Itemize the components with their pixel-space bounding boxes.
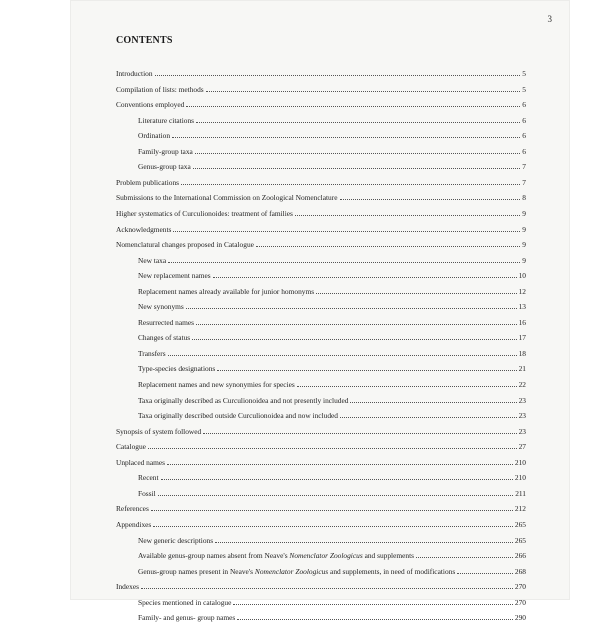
toc-entry-title: Acknowledgments (116, 224, 172, 234)
toc-entry (138, 612, 526, 624)
toc-entry (138, 348, 526, 360)
toc-entry (116, 192, 526, 204)
toc-entry-page: 27 (518, 442, 526, 452)
toc-entry-page: 18 (518, 348, 526, 358)
toc-entry-page: 6 (522, 100, 526, 110)
toc-entry-title: Genus-group taxa (138, 162, 191, 172)
dot-leader (215, 542, 513, 543)
dot-leader (181, 184, 520, 185)
toc-entry-page: 22 (518, 380, 526, 389)
toc-entry-page: 6 (522, 115, 526, 125)
toc-entry (138, 550, 526, 562)
toc-entry-title: New generic descriptions (138, 535, 214, 545)
dot-leader (206, 91, 521, 92)
contents-heading: CONTENTS (116, 35, 173, 46)
dot-leader (217, 370, 516, 371)
toc-entry-page: 16 (518, 317, 526, 327)
toc-entry-page: 211 (515, 488, 526, 498)
toc-entry (138, 130, 526, 142)
toc-entry-page: 6 (522, 131, 526, 141)
dot-leader (167, 464, 513, 465)
toc-entry (138, 115, 526, 127)
dot-leader (196, 122, 520, 123)
dot-leader (256, 246, 520, 247)
toc-entry (138, 286, 526, 298)
toc-entry-page: 17 (518, 333, 526, 343)
toc-entry-page: 7 (522, 177, 526, 187)
toc-entry-page: 13 (518, 302, 526, 312)
dot-leader (192, 339, 516, 340)
dot-leader (155, 75, 521, 76)
toc-entry-title: Available genus-group names absent from Neave's Nomenclator Zoologicus and supplements (138, 551, 415, 561)
toc-entry-title: Taxa originally described as Curculionoidea and not presently included (138, 395, 349, 405)
dot-leader (186, 106, 520, 107)
toc-entry-title: Higher systematics of Curculionoides: treatment of families (116, 209, 293, 218)
toc-entry-page: 9 (522, 209, 526, 218)
dot-leader (148, 448, 517, 449)
toc-entry-page: 9 (522, 255, 526, 265)
dot-leader (295, 215, 520, 216)
toc-entry (138, 410, 526, 422)
toc-entry-page: 9 (522, 224, 526, 234)
toc-entry (116, 581, 526, 593)
dot-leader (350, 402, 516, 403)
toc-entry (138, 317, 526, 329)
dot-leader (457, 573, 513, 574)
toc-entry (116, 224, 526, 236)
dot-leader (196, 324, 517, 325)
document-page (70, 0, 570, 623)
toc-entry-title: New synonyms (138, 302, 184, 312)
toc-entry (138, 395, 526, 407)
toc-entry-page: 266 (514, 551, 526, 561)
toc-entry-title: Introduction (116, 69, 153, 78)
toc-entry-page: 212 (514, 504, 526, 514)
toc-entry (138, 301, 526, 313)
toc-entry-title: Literature citations (138, 115, 195, 125)
toc-entry (138, 146, 526, 158)
toc-entry-page: 23 (518, 395, 526, 405)
dot-leader (340, 417, 517, 418)
toc-entry (116, 177, 526, 189)
toc-entry-page: 7 (522, 162, 526, 172)
toc-entry-title: Problem publications (116, 177, 180, 187)
toc-entry-title: Replacement names already available for junior homonyms (138, 286, 315, 296)
dot-leader (151, 510, 513, 511)
toc-entry (116, 208, 526, 220)
toc-entry-page: 21 (518, 364, 526, 374)
toc-entry-page: 23 (518, 411, 526, 421)
toc-entry (138, 597, 526, 609)
toc-entry-title: New replacement names (138, 271, 211, 281)
dot-leader (237, 619, 513, 620)
toc-entry (138, 488, 526, 500)
toc-entry-page: 270 (514, 597, 526, 607)
toc-entry-title: Transfers (138, 348, 166, 358)
dot-leader (195, 153, 520, 154)
dot-leader (213, 277, 517, 278)
toc-entry-page: 9 (522, 240, 526, 250)
toc-entry (116, 68, 526, 80)
toc-entry-page: 265 (514, 535, 526, 545)
toc-entry (138, 332, 526, 344)
toc-entry-title: New taxa (138, 255, 167, 265)
dot-leader (173, 231, 520, 232)
toc-entry-title: Synopsis of system followed (116, 426, 202, 436)
dot-leader (172, 137, 520, 138)
dot-leader (193, 168, 521, 169)
toc-entry-page: 210 (514, 457, 526, 467)
toc-entry-page: 12 (518, 286, 526, 296)
toc-entry-title: Submissions to the International Commission on Zoological Nomenclature (116, 193, 338, 203)
toc-entry-title: Type-species designations (138, 364, 216, 374)
toc-entry-page: 23 (518, 426, 526, 436)
toc-entry-title: Family- and genus- group names (138, 613, 236, 623)
toc-entry-page: 290 (514, 613, 526, 623)
toc-entry (138, 379, 526, 391)
toc-entry (138, 535, 526, 547)
toc-entry-page: 265 (514, 520, 526, 529)
toc-entry-title: Appendixes (116, 520, 152, 529)
toc-entry-title: Compilation of lists: methods (116, 84, 204, 94)
toc-entry (138, 270, 526, 282)
dot-leader (316, 293, 517, 294)
toc-entry-page: 210 (514, 473, 526, 483)
toc-entry (138, 566, 526, 578)
toc-entry-page: 8 (522, 193, 526, 203)
toc-entry (138, 363, 526, 375)
dot-leader (153, 526, 513, 527)
toc-entry-title: Resurrected names (138, 317, 195, 327)
toc-entry-title: Changes of status (138, 333, 191, 343)
toc-entry-title: Family-group taxa (138, 146, 193, 156)
dot-leader (233, 604, 513, 605)
toc-entry-title: Indexes (116, 582, 139, 592)
toc-entry-title: Taxa originally described outside Curculionoidea and now included (138, 411, 339, 421)
dot-leader (168, 262, 520, 263)
toc-entry-title: Unplaced names (116, 457, 166, 467)
dot-leader (161, 479, 513, 480)
toc-entry-page: 10 (518, 271, 526, 281)
italic-publication-name: Nomenclator Zoologicus (289, 551, 363, 561)
toc-entry-title: Ordination (138, 131, 171, 141)
toc-entry-title: Genus-group names present in Neave's Nomenclator Zoologicus and supplements, in need of modifications (138, 566, 456, 576)
toc-entry-page: 5 (522, 69, 526, 78)
toc-entry-page: 6 (522, 146, 526, 156)
toc-entry (116, 426, 526, 438)
dot-leader (297, 386, 517, 387)
dot-leader (340, 199, 521, 200)
toc-entry (116, 441, 526, 453)
italic-publication-name: Nomenclator Zoologicus (254, 566, 329, 576)
toc-entry (116, 519, 526, 531)
toc-entry-page: 268 (514, 566, 526, 576)
toc-entry-title: Nomenclatural changes proposed in Catalogue (116, 240, 254, 250)
toc-entry (116, 457, 526, 469)
dot-leader (416, 557, 513, 558)
toc-entry (116, 99, 526, 111)
toc-entry-title: Fossil (138, 488, 156, 498)
dot-leader (186, 308, 517, 309)
toc-entry-page: 270 (514, 582, 526, 592)
dot-leader (158, 495, 514, 496)
toc-entry (138, 161, 526, 173)
toc-entry-title: Recent (138, 473, 159, 483)
dot-leader (203, 433, 516, 434)
toc-entry-title: Species mentioned in catalogue (138, 597, 232, 607)
dot-leader (168, 355, 517, 356)
dot-leader (141, 588, 513, 589)
toc-entry-title: Replacement names and new synonymies for species (138, 380, 295, 389)
toc-entry-page: 5 (522, 84, 526, 94)
page-number: 3 (547, 14, 552, 24)
toc-entry-title: Catalogue (116, 442, 146, 452)
toc-entry (116, 239, 526, 251)
toc-entry-title: Conventions employed (116, 100, 185, 110)
toc-entry (138, 472, 526, 484)
toc-entry (138, 255, 526, 267)
toc-entry-title: References (116, 504, 149, 514)
toc-entry (116, 503, 526, 515)
toc-entry (116, 84, 526, 96)
